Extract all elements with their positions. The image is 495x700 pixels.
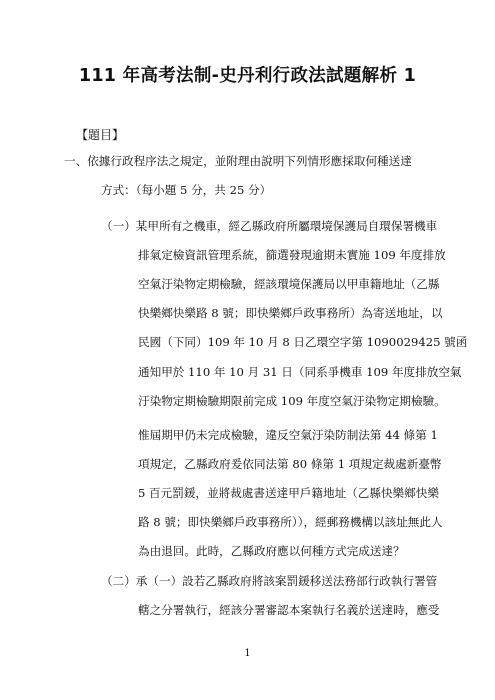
section-label: 【題目】 [76,128,125,142]
question-line: 路 8 號；即快樂鄉戶政事務所）），經郵務機構以該址無此人 [138,515,443,529]
question-line: 通知甲於 110 年 10 月 31 日（同系爭機車 109 年度排放空氣 [138,365,462,379]
question-line: 方式：（每小題 5 分，共 25 分） [101,183,272,197]
question-line: 項規定，乙縣政府爰依同法第 80 條第 1 項規定裁處新臺幣 [138,457,442,471]
question-line: 惟屆期甲仍未完成檢驗，違反空氣汙染防制法第 44 條第 1 [138,428,438,442]
question-line: 汙染物定期檢驗期限前完成 109 年度空氣汙染物定期檢驗。 [138,394,446,408]
question-line: 空氣汙染物定期檢驗，經該環境保護局以甲車籍地址（乙縣 [138,277,440,291]
page-number: 1 [244,648,251,659]
page-title: 111 年高考法制-史丹利行政法試題解析 1 [78,66,417,86]
question-line: 快樂鄉快樂路 8 號；即快樂鄉戶政事務所）為寄送地址，以 [138,306,443,320]
question-line: 民國（下同）109 年 10 月 8 日乙環空字第 1090029425 號函 [138,335,468,349]
question-line: （二）承（一）設若乙縣政府將該案罰鍰移送法務部行政執行署管 [101,574,438,588]
question-line: 5 百元罰鍰，並將裁處書送達甲戶籍地址（乙縣快樂鄉快樂 [138,486,439,500]
question-line: 排氣定檢資訊管理系統，篩選發現逾期未實施 109 年度排放 [138,248,446,262]
question-line: 為由退回。此時，乙縣政府應以何種方式完成送達？ [138,544,405,558]
question-line: （一）某甲所有之機車，經乙縣政府所屬環境保護局自環保署機車 [101,219,438,233]
question-line: 一、依據行政程序法之規定，並附理由說明下列情形應採取何種送達 [64,154,412,168]
question-line: 轄之分署執行，經該分署審認本案執行名義於送達時，應受 [138,603,440,617]
